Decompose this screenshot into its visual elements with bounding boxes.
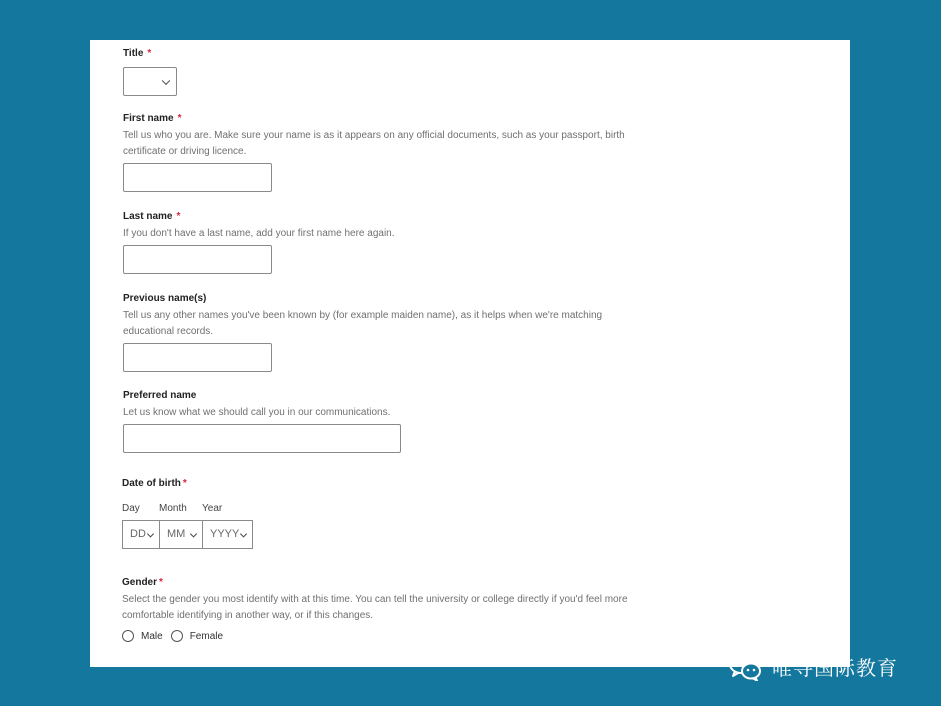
gender-male-radio[interactable] (122, 630, 134, 642)
gender-male-label[interactable]: Male (141, 630, 163, 642)
required-marker: * (177, 113, 182, 124)
chevron-down-icon (190, 530, 197, 537)
title-select[interactable] (123, 67, 177, 96)
day-label: Day (122, 503, 140, 514)
chevron-down-icon (240, 530, 247, 537)
gender-label: Gender * (122, 577, 163, 588)
previous-names-hint: Tell us any other names you've been known by (for example maiden name), as it helps when we're matching educational records. (123, 310, 603, 337)
first-name-input[interactable] (123, 163, 272, 192)
last-name-input[interactable] (123, 245, 272, 274)
date-of-birth-field (122, 477, 262, 549)
gender-options (122, 630, 628, 642)
previous-names-label: Previous name(s) (123, 293, 207, 304)
required-marker: * (159, 577, 163, 588)
month-select[interactable]: MM (159, 520, 203, 549)
title-label: Title * (123, 48, 152, 59)
application-form-panel (90, 40, 850, 667)
year-label: Year (202, 503, 223, 514)
gender-female-label[interactable]: Female (189, 630, 224, 642)
title-field (123, 47, 177, 96)
required-marker: * (182, 478, 187, 489)
gender-hint: Select the gender you most identify with at this time. You can tell the university or college directly if you'd feel more comfortable identifying in another way, or if this changes. (122, 594, 628, 621)
watermark-text: 唯寻国际教育 (772, 656, 898, 680)
gender-female-radio[interactable] (171, 630, 183, 642)
dob-selects (122, 520, 262, 549)
month-label: Month (159, 503, 187, 514)
preferred-name-label: Preferred name (123, 390, 197, 401)
last-name-hint: If you don't have a last name, add your first name here again. (123, 228, 395, 239)
last-name-label: Last name * (123, 211, 181, 222)
day-select[interactable]: DD (122, 520, 160, 549)
watermark (728, 652, 898, 681)
dob-sub-labels (122, 503, 262, 515)
year-select[interactable]: YYYY (202, 520, 253, 549)
preferred-name-field (123, 389, 401, 453)
gender-field (122, 576, 628, 642)
preferred-name-hint: Let us know what we should call you in our communications. (123, 407, 391, 418)
first-name-label: First name * (123, 113, 182, 124)
chevron-down-icon (162, 76, 170, 84)
previous-names-input[interactable] (123, 343, 272, 372)
first-name-field (123, 112, 625, 192)
first-name-hint: Tell us who you are. Make sure your name is as it appears on any official documents, such as your passport, birth certificate or driving licence. (123, 130, 625, 157)
required-marker: * (176, 211, 181, 222)
wechat-icon (728, 653, 762, 681)
required-marker: * (147, 48, 152, 59)
date-of-birth-label: Date of birth * (122, 478, 187, 489)
previous-names-field (123, 292, 602, 372)
chevron-down-icon (147, 530, 154, 537)
last-name-field (123, 210, 395, 274)
preferred-name-input[interactable] (123, 424, 401, 453)
